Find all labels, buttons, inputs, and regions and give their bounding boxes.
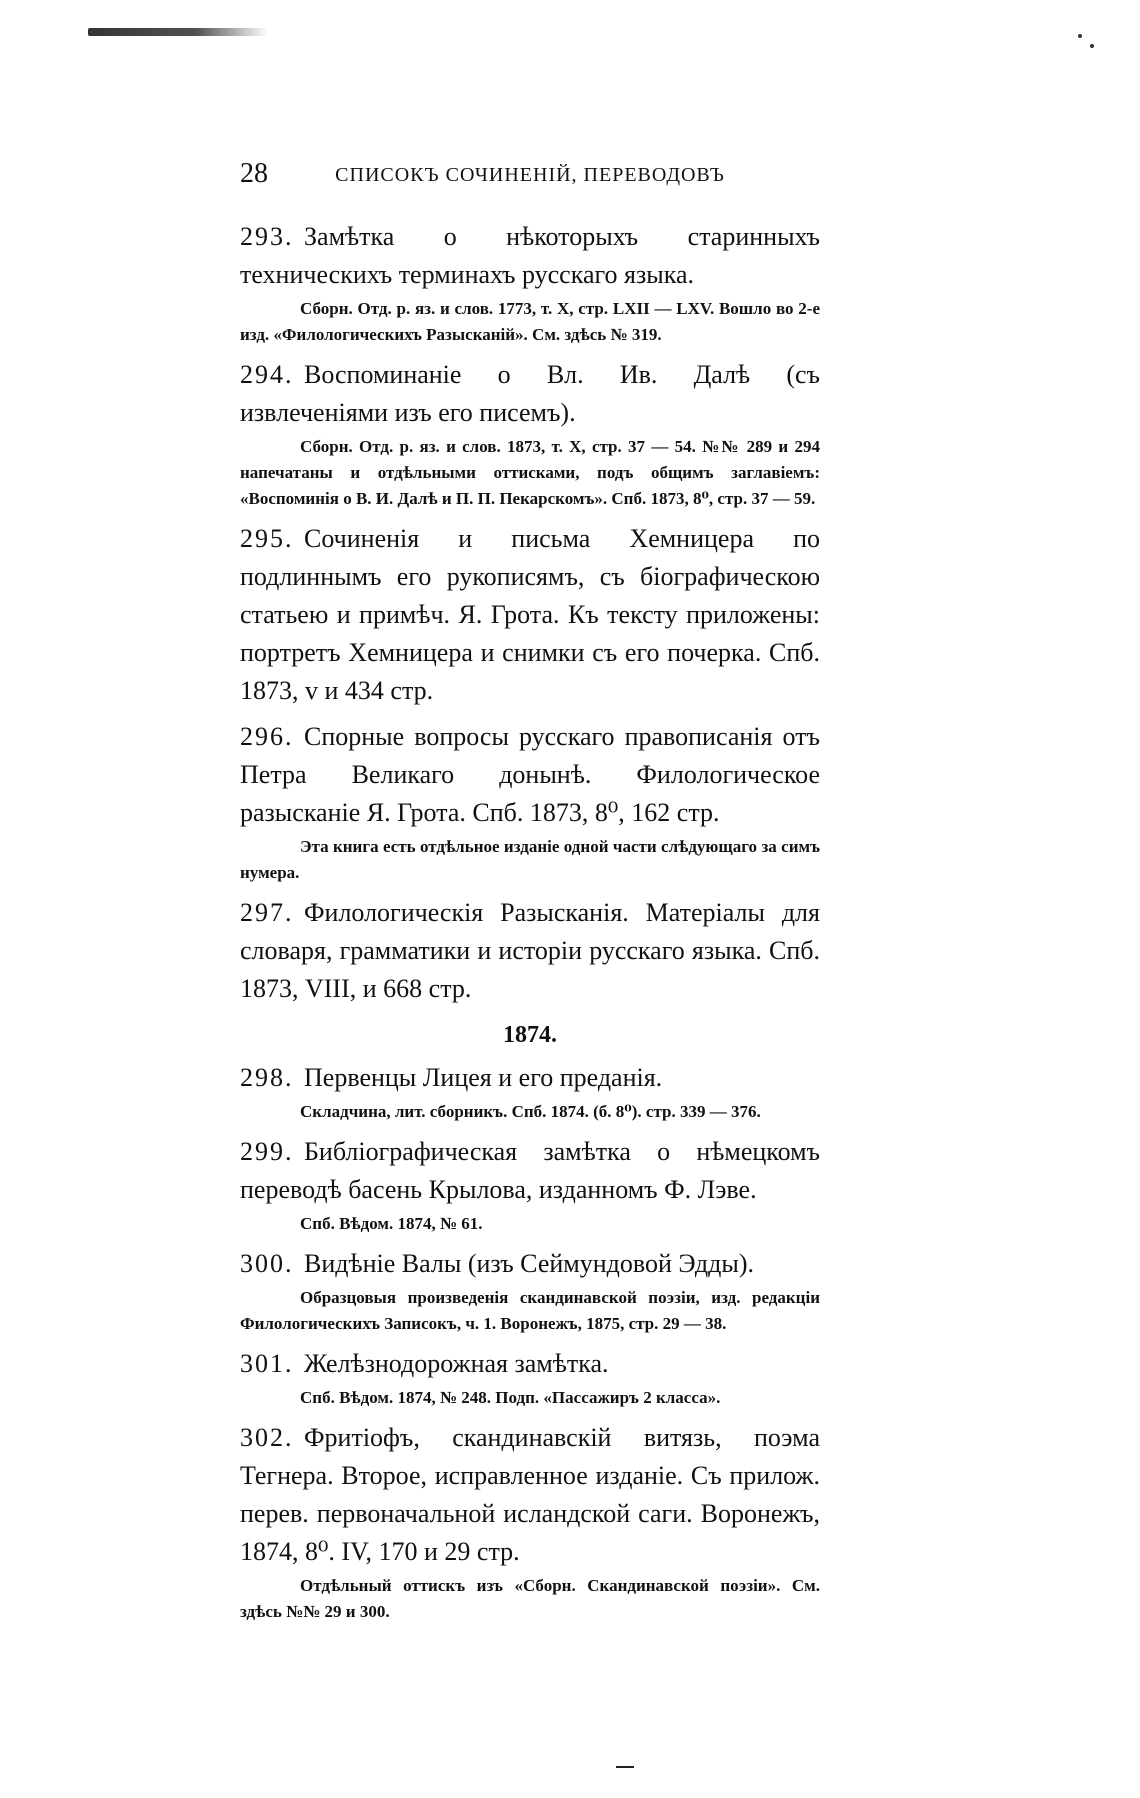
entry-note: [240, 1285, 820, 1337]
entry-title: Желѣзнодорожная замѣтка.: [304, 1349, 609, 1378]
running-head: [240, 158, 820, 198]
entry-note: [240, 834, 820, 886]
entry-main: [240, 520, 820, 710]
entry-note-text: Сборн. Отд. р. яз. и слов. 1873, т. X, стр. 37 — 54. №№ 289 и 294 напечатаны и отдѣльными оттисками, подъ общимъ заглавіемъ: «Воспоминія о В. И. Далѣ и П. П. Пекарскомъ». Спб. 1873, 8⁰, стр. 37 — 59.: [240, 437, 820, 508]
entry-note: [240, 1573, 820, 1625]
year-heading: 1874.: [503, 1022, 557, 1048]
entry-number: 302.: [240, 1423, 294, 1452]
entry-number: 296.: [240, 722, 294, 751]
entry-note-text: Образцовыя произведенія скандинавской поэзіи, изд. редакціи Филологическихъ Записокъ, ч. 1. Воронежъ, 1875, стр. 29 — 38.: [240, 1288, 820, 1333]
entry-main: [240, 1059, 820, 1097]
entry-number: 300.: [240, 1249, 294, 1278]
scan-speck: [1078, 34, 1082, 38]
entry-title: Филологическія Разысканія. Матеріалы для словаря, грамматики и исторіи русскаго языка. Спб. 1873, VIII, и 668 стр.: [240, 898, 820, 1003]
scan-artifact: [88, 28, 268, 36]
entry-note-text: Спб. Вѣдом. 1874, № 248. Подп. «Пассажиръ 2 класса».: [300, 1388, 721, 1407]
entry-title: Первенцы Лицея и его преданія.: [304, 1063, 663, 1092]
entry-main: [240, 1345, 820, 1383]
entry-title: Сочиненія и письма Хемницера по подлиннымъ его рукописямъ, съ біографическою статьею и примѣч. Я. Грота. Къ тексту приложены: портретъ Хемницера и снимки съ его почерка. Спб. 1873, v и 434 стр.: [240, 524, 820, 705]
running-title: СПИСОКЪ СОЧИНЕНІЙ, ПЕРЕВОДОВЪ: [335, 164, 725, 186]
bibliography-entry: [240, 1245, 820, 1337]
entry-main: [240, 894, 820, 1008]
footer-dash: [616, 1766, 634, 1768]
bibliography-entry: [240, 1133, 820, 1237]
entry-main: [240, 718, 820, 832]
entry-number: 297.: [240, 898, 294, 927]
entry-note: [240, 1385, 820, 1411]
entry-number: 298.: [240, 1063, 294, 1092]
bibliography-entry: [240, 1059, 820, 1125]
entry-main: [240, 218, 820, 294]
entry-main: [240, 356, 820, 432]
entry-note: [240, 1099, 820, 1125]
bibliography-entry: [240, 218, 820, 348]
bibliography-list: [240, 218, 820, 1633]
entry-note-text: Отдѣльный оттискъ изъ «Сборн. Скандинавской поэзіи». См. здѣсь №№ 29 и 300.: [240, 1576, 820, 1621]
entry-number: 299.: [240, 1137, 294, 1166]
entry-note: [240, 1211, 820, 1237]
bibliography-entry: [240, 718, 820, 886]
entry-note-text: Спб. Вѣдом. 1874, № 61.: [300, 1214, 483, 1233]
bibliography-entry: [240, 1419, 820, 1625]
scan-speck: [1090, 44, 1094, 48]
entry-number: 293.: [240, 222, 294, 251]
bibliography-entry: [240, 520, 820, 710]
entry-number: 294.: [240, 360, 294, 389]
bibliography-entry: [240, 356, 820, 512]
entry-number: 295.: [240, 524, 294, 553]
entry-title: Воспоминаніе о Вл. Ив. Далѣ (съ извлеченіями изъ его писемъ).: [240, 360, 820, 427]
entry-note: [240, 434, 820, 512]
entry-title: Замѣтка о нѣкоторыхъ старинныхъ техническихъ терминахъ русскаго языка.: [240, 222, 820, 289]
entry-note: [240, 296, 820, 348]
entry-title: Библіографическая замѣтка о нѣмецкомъ переводѣ басень Крылова, изданномъ Ф. Лэве.: [240, 1137, 820, 1204]
page-number: 28: [240, 158, 268, 189]
entry-title: Фритіофъ, скандинавскій витязь, поэма Тегнера. Второе, исправленное изданіе. Съ прилож. перев. первоначальной исландской саги. Воронежъ, 1874, 8⁰. IV, 170 и 29 стр.: [240, 1423, 820, 1566]
bibliography-entry: [240, 1345, 820, 1411]
entry-note-text: Эта книга есть отдѣльное изданіе одной части слѣдующаго за симъ нумера.: [240, 837, 820, 882]
entry-note-text: Складчина, лит. сборникъ. Спб. 1874. (б. 8⁰). стр. 339 — 376.: [300, 1102, 761, 1121]
bibliography-entry: [240, 894, 820, 1008]
entry-main: [240, 1419, 820, 1571]
entry-title: Спорные вопросы русскаго правописанія отъ Петра Великаго донынѣ. Филологическое разысканіе Я. Грота. Спб. 1873, 8⁰, 162 стр.: [240, 722, 820, 827]
entry-main: [240, 1245, 820, 1283]
entry-number: 301.: [240, 1349, 294, 1378]
entry-title: Видѣніе Валы (изъ Сеймундовой Эдды).: [304, 1249, 754, 1278]
entry-main: [240, 1133, 820, 1209]
entry-note-text: Сборн. Отд. р. яз. и слов. 1773, т. X, стр. LXII — LXV. Вошло во 2-е изд. «Филологическихъ Разысканій». См. здѣсь № 319.: [240, 299, 820, 344]
